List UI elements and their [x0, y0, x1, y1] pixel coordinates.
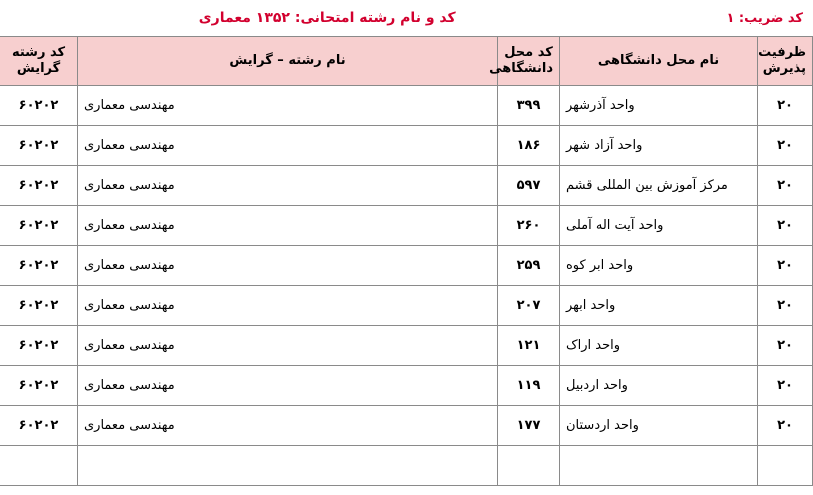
cell-unit-code: ۱۱۹ [498, 366, 560, 406]
table-row [0, 246, 813, 286]
page-header [0, 0, 813, 36]
table-row [0, 166, 813, 206]
cell-unit-code: ۱۲۱ [498, 326, 560, 366]
cell-field-code: ۶۰۲۰۲ [0, 206, 78, 246]
cell-unit-name: واحد ابهر [560, 286, 758, 326]
coefficient-label: کد ضریب: ۱ [726, 10, 803, 26]
cell-capacity: ۲۰ [758, 326, 813, 366]
cell-capacity: ۲۰ [758, 286, 813, 326]
table-row [0, 126, 813, 166]
cell-capacity: ۲۰ [758, 126, 813, 166]
cell-unit-code: ۲۰۷ [498, 286, 560, 326]
cell-capacity: ۲۰ [758, 366, 813, 406]
cell-field-code: ۶۰۲۰۲ [0, 86, 78, 126]
table-header-row [0, 37, 813, 86]
cell-capacity: ۲۰ [758, 406, 813, 446]
cell-field-name: مهندسی معماری [78, 286, 498, 326]
cell-field-code: ۶۰۲۰۲ [0, 126, 78, 166]
cell-field-name: مهندسی معماری [78, 86, 498, 126]
table-row [0, 286, 813, 326]
cell-unit-code: ۲۵۹ [498, 246, 560, 286]
cell-field-name: مهندسی معماری [78, 246, 498, 286]
cell-unit-name: مرکز آموزش بین المللی قشم [560, 166, 758, 206]
cell-field-code: ۶۰۲۰۲ [0, 286, 78, 326]
cell-field-code: ۶۰۲۰۲ [0, 366, 78, 406]
page-title: کد و نام رشته امتحانی: ۱۳۵۲ معماری [198, 10, 456, 26]
column-header-field-name: نام رشته – گرایش [78, 37, 498, 86]
table-row-partial [0, 446, 813, 486]
cell-unit-name [560, 446, 758, 486]
cell-field-name: مهندسی معماری [78, 406, 498, 446]
cell-field-name: مهندسی معماری [78, 166, 498, 206]
cell-field-name: مهندسی معماری [78, 126, 498, 166]
cell-unit-code: ۱۸۶ [498, 126, 560, 166]
cell-field-code [0, 446, 78, 486]
column-header-unit-name: نام محل دانشگاهی [560, 37, 758, 86]
cell-field-name: مهندسی معماری [78, 206, 498, 246]
cell-field-code: ۶۰۲۰۲ [0, 246, 78, 286]
cell-capacity: ۲۰ [758, 206, 813, 246]
cell-unit-name: واحد اردستان [560, 406, 758, 446]
cell-field-name: مهندسی معماری [78, 326, 498, 366]
column-header-unit-code: کد محل دانشگاهی [498, 37, 560, 86]
cell-capacity: ۲۰ [758, 166, 813, 206]
cell-field-code: ۶۰۲۰۲ [0, 326, 78, 366]
cell-unit-name: واحد آذرشهر [560, 86, 758, 126]
table-body [0, 86, 813, 486]
cell-unit-code: ۱۷۷ [498, 406, 560, 446]
table-row [0, 326, 813, 366]
table-header [0, 37, 813, 86]
cell-field-name: مهندسی معماری [78, 366, 498, 406]
cell-capacity [758, 446, 813, 486]
cell-unit-code: ۳۹۹ [498, 86, 560, 126]
table-row [0, 366, 813, 406]
column-header-capacity: ظرفیت پذیرش [758, 37, 813, 86]
column-header-field-code: کد رشته گرایش [0, 37, 78, 86]
cell-field-code: ۶۰۲۰۲ [0, 406, 78, 446]
cell-capacity: ۲۰ [758, 246, 813, 286]
cell-unit-code: ۵۹۷ [498, 166, 560, 206]
cell-unit-name: واحد ابر کوه [560, 246, 758, 286]
table-row [0, 86, 813, 126]
cell-unit-name: واحد آیت اله آملی [560, 206, 758, 246]
cell-capacity: ۲۰ [758, 86, 813, 126]
table-row [0, 206, 813, 246]
cell-field-name [78, 446, 498, 486]
cell-unit-name: واحد آزاد شهر [560, 126, 758, 166]
cell-unit-name: واحد اردبیل [560, 366, 758, 406]
cell-unit-code [498, 446, 560, 486]
table-row [0, 406, 813, 446]
programs-table [0, 36, 813, 486]
cell-field-code: ۶۰۲۰۲ [0, 166, 78, 206]
cell-unit-code: ۲۶۰ [498, 206, 560, 246]
cell-unit-name: واحد اراک [560, 326, 758, 366]
